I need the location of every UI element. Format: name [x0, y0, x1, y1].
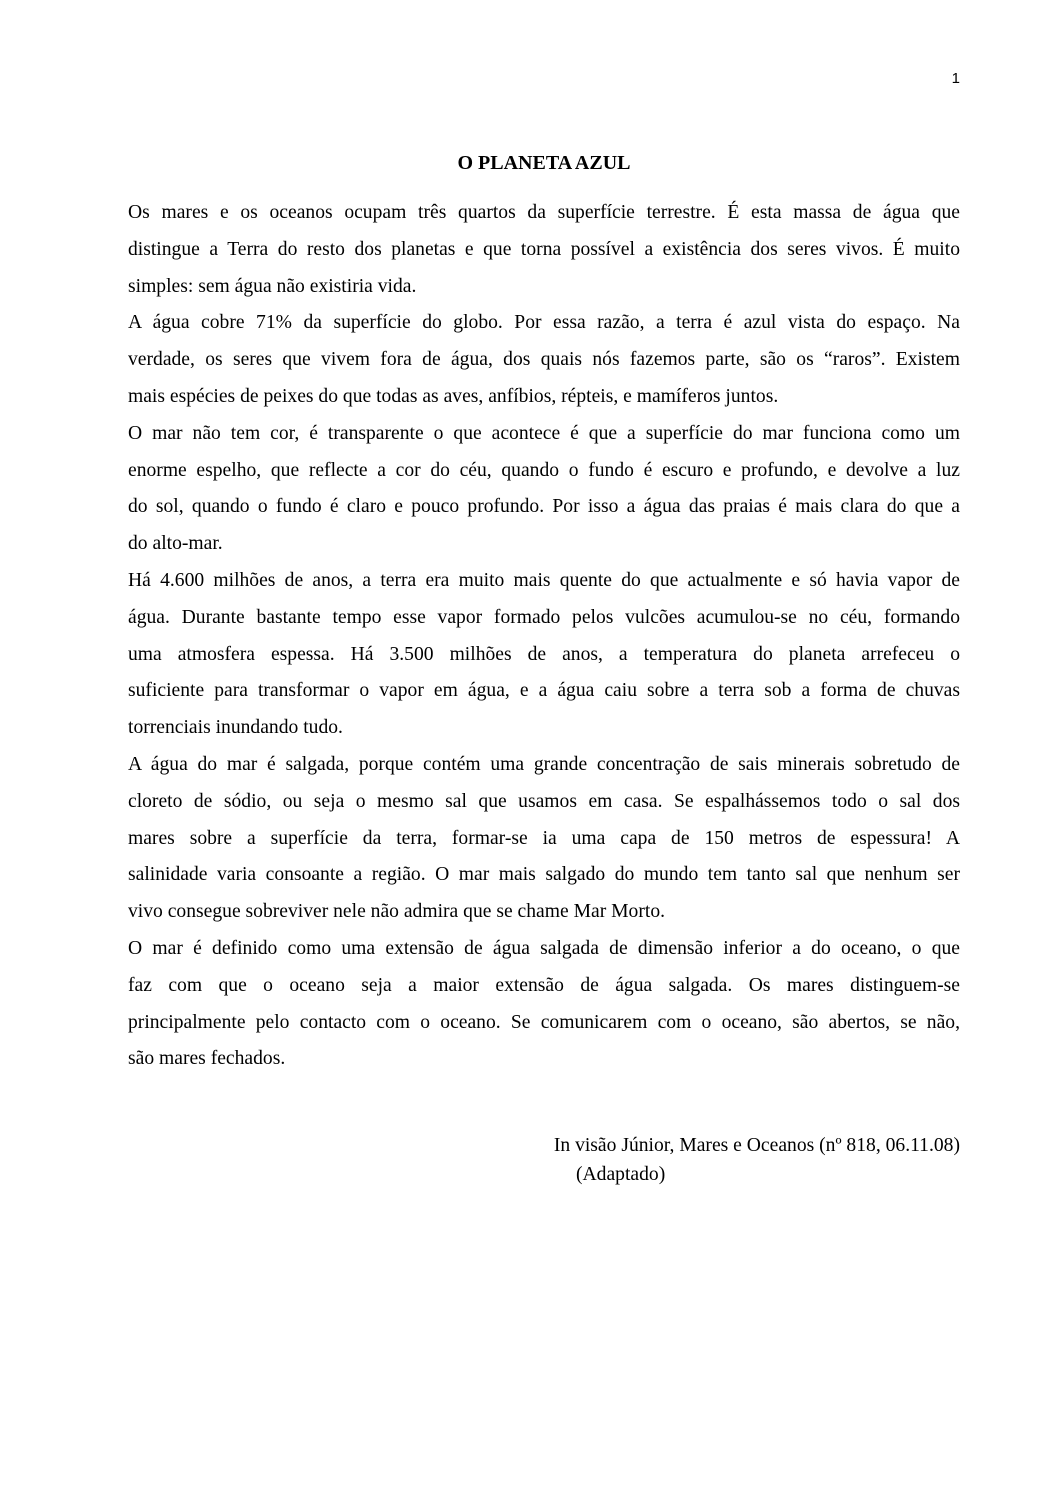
text-line: são mares fechados. [128, 1048, 286, 1070]
text-line: água. Durante bastante tempo esse vapor formado pelos vulcões acumulou-se no céu, formando [128, 606, 960, 628]
paragraph [128, 567, 960, 751]
text-line: do alto-mar. [128, 533, 223, 555]
text-line: faz com que o oceano seja a maior extensão de água salgada. Os mares distinguem-se [128, 974, 960, 996]
text-line: A água do mar é salgada, porque contém uma grande concentração de sais minerais sobretudo de [128, 753, 960, 775]
text-line: O mar é definido como uma extensão de água salgada de dimensão inferior a do oceano, o que [128, 937, 960, 959]
text-line: do sol, quando o fundo é claro e pouco profundo. Por isso a água das praias é mais clara do que a [128, 496, 960, 518]
text-line: mais espécies de peixes do que todas as aves, anfíbios, répteis, e mamíferos juntos. [128, 385, 779, 407]
text-line: A água cobre 71% da superfície do globo. Por essa razão, a terra é azul vista do espaço. Na [128, 312, 960, 334]
text-line: uma atmosfera espessa. Há 3.500 milhões de anos, a temperatura do planeta arrefeceu o [128, 643, 960, 665]
text-line: torrenciais inundando tudo. [128, 717, 343, 739]
text-line: enorme espelho, que reflecte a cor do céu, quando o fundo é escuro e profundo, e devolve a luz [128, 459, 960, 481]
text-line: Há 4.600 milhões de anos, a terra era muito mais quente do que actualmente e só havia vapor de [128, 569, 960, 591]
text-line: cloreto de sódio, ou seja o mesmo sal que usamos em casa. Se espalhássemos todo o sal dos [128, 790, 960, 812]
text-line: salinidade varia consoante a região. O mar mais salgado do mundo tem tanto sal que nenhum ser [128, 864, 960, 886]
text-line: principalmente pelo contacto com o oceano. Se comunicarem com o oceano, são abertos, se não, [128, 1011, 960, 1033]
adapted-note: (Adaptado) [576, 1164, 666, 1185]
document-title: O PLANETA AZUL [457, 152, 631, 174]
text-line: simples: sem água não existiria vida. [128, 275, 417, 297]
text-line: suficiente para transformar o vapor em água, e a água caiu sobre a terra sob a forma de chuvas [128, 680, 960, 702]
source-citation: In visão Júnior, Mares e Oceanos (nº 818, 06.11.08) [553, 1135, 960, 1156]
text-line: distingue a Terra do resto dos planetas e que torna possível a existência dos seres vivos. É muito [128, 238, 960, 260]
text-line: O mar não tem cor, é transparente o que acontece é que a superfície do mar funciona como um [128, 422, 960, 444]
paragraph [128, 420, 960, 567]
text-line: mares sobre a superfície da terra, formar-se ia uma capa de 150 metros de espessura! A [128, 827, 960, 849]
text-line: Os mares e os oceanos ocupam três quartos da superfície terrestre. É esta massa de água que [128, 202, 960, 223]
paragraph [128, 199, 960, 309]
page-number: 1 [951, 70, 960, 87]
text-line: vivo consegue sobreviver nele não admira que se chame Mar Morto. [128, 901, 666, 923]
paragraph [128, 309, 960, 419]
text-line: verdade, os seres que vivem fora de água, dos quais nós fazemos parte, são os “raros”. Existem [128, 349, 960, 371]
paragraph [128, 935, 960, 1082]
document-body [128, 199, 960, 1082]
paragraph [128, 751, 960, 935]
